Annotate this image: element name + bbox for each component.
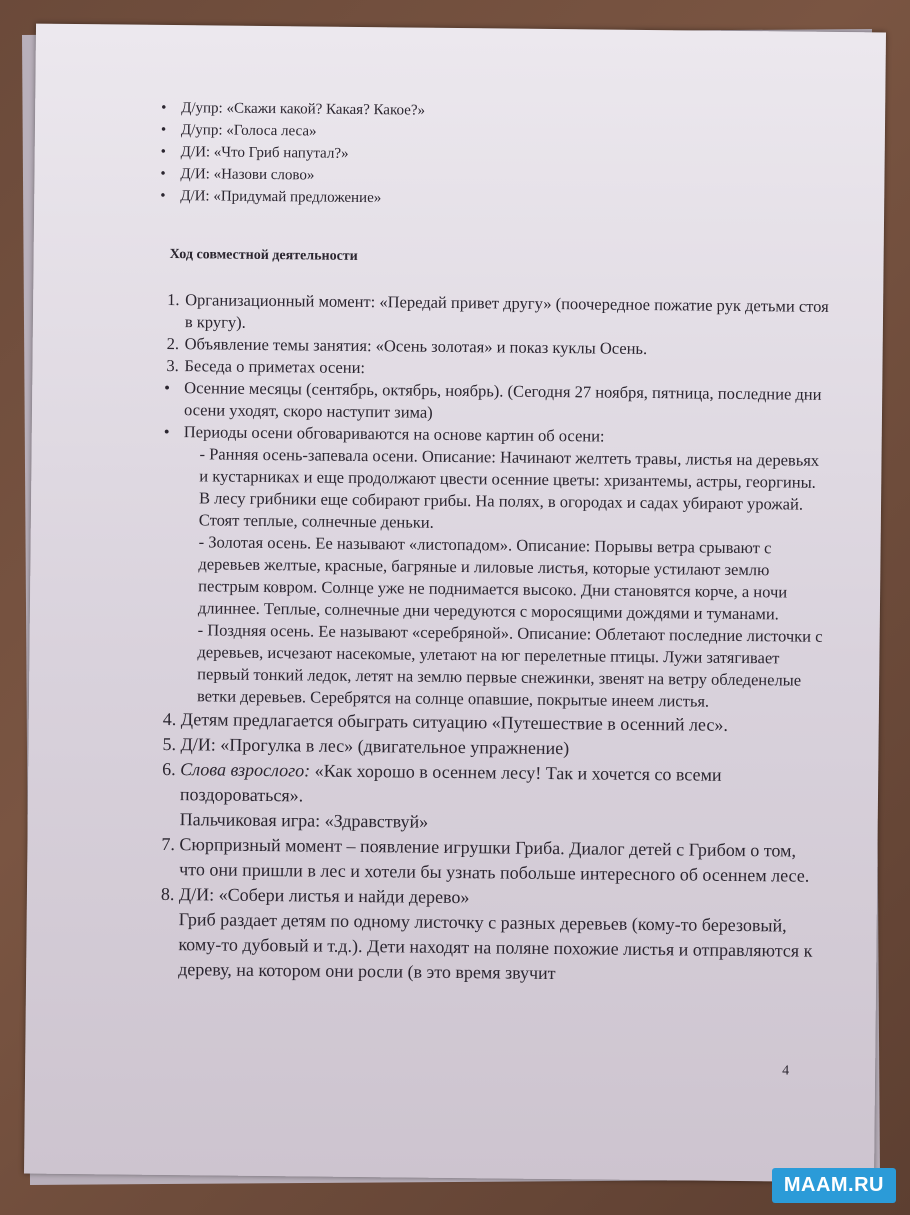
step-text: Организационный момент: «Передай привет другу» (поочередное пожатие рук детьми стоя в кругу). [184,290,829,332]
step-number: 6. [162,758,176,780]
game-list [152,97,833,214]
step-text: Беседа о приметах осени: [184,356,366,378]
step-text: Объявление темы занятия: «Осень золотая» и показ куклы Осень. [184,334,648,358]
list-item: • Д/упр: «Голоса леса» [153,119,833,148]
step-number: 4. [162,708,177,730]
step-text: «Как хорошо в осеннем лесу! Так и хочется со всеми поздороваться». [179,760,722,806]
list-item: • Д/И: «Придумай предложение» [152,185,832,214]
step-number: 1. [167,289,180,310]
finger-game: Пальчиковая игра: «Здравствуй» [179,809,429,832]
step-number: 5. [162,733,177,755]
early-autumn: - Ранняя осень-запевала осени. Описание: Начинают желтеть травы, листья на деревьях и кустарниках и еще продолжают цвести осенние цветы: хризантемы, астры, георгины. В лесу грибники еще собирают грибы. На полях, в огородах и садах убирают урожай. Стоят теплые, солнечные деньки. [198,444,820,532]
adult-words-label: Слова взрослого: [180,759,311,781]
step-6 [146,757,827,839]
section-title: Ход совместной деятельности [169,246,358,264]
document-content [144,97,833,989]
step-text: Гриб раздает детям по одному листочку с разных деревьев (кому-то березовый, кому-то дубовый и т.д.). Дети находят на поляне похожие листья и отправляются к дереву, на котором они росли (в это время звучит [178,909,813,984]
page-number: 4 [782,1063,790,1079]
list-item: • Д/упр: «Скажи какой? Какая? Какое?» [153,97,833,126]
step-text: Д/И: «Собери листья и найди дерево» [178,884,470,908]
step-number: 8. [160,883,175,905]
step-7 [145,832,825,889]
step-number: 2. [166,333,180,354]
bullet-months [150,377,830,428]
step-number: 3. [166,355,179,376]
golden-autumn: - Золотая осень. Ее называют «листопадом». Описание: Порывы ветра срывают с деревьев желтые, красные, багряные и лиловые листья, которые устилают землю пестрым ковром. Солнце уже не поднимается высоко. Дни становятся корче, а ночи длиннее. Теплые, солнечные дни чередуются с моросящими дождями и туманами. [197,532,788,624]
step-text: Периоды осени обговариваются на основе картин об осени: [183,422,605,446]
list-item: • Д/И: «Что Гриб напутал?» [153,141,833,170]
paper-sheet [24,24,886,1183]
step-text: Сюрпризный момент – появление игрушки Гриба. Диалог детей с Грибом о том, что они пришли в лес и хотели бы узнать побольше интересного об осеннем лесе. [179,834,810,886]
step-1 [151,289,831,340]
site-watermark: MAAM.RU [772,1168,896,1203]
step-8 [144,882,825,989]
step-text: Осенние месяцы (сентябрь, октябрь, ноябрь). (Сегодня 27 ноября, пятница, последние дни осени уходят, скоро наступит зима) [183,378,822,422]
step-text: Д/И: «Прогулка в лес» (двигательное упражнение) [180,734,570,759]
step-number: 7. [161,833,176,855]
step-text: Детям предлагается обыграть ситуацию «Путешествие в осенний лес». [180,709,729,735]
bullet-icon: • [164,377,171,398]
bullet-periods [147,421,830,714]
bullet-icon: • [163,421,170,442]
list-item: • Д/И: «Назови слово» [152,163,832,192]
activity-steps [144,289,831,989]
late-autumn: - Поздняя осень. Ее называют «серебряной». Описание: Облетают последние листочки с деревьев, исчезают насекомые, улетают на юг перелетные птицы. Лужи затягивает первый тонкий ледок, летят на землю первые снежинки, звенят на ветру обледенелые ветки деревьев. Серебрятся на солнце опавшие, покрытые инеем листья. [196,620,823,711]
